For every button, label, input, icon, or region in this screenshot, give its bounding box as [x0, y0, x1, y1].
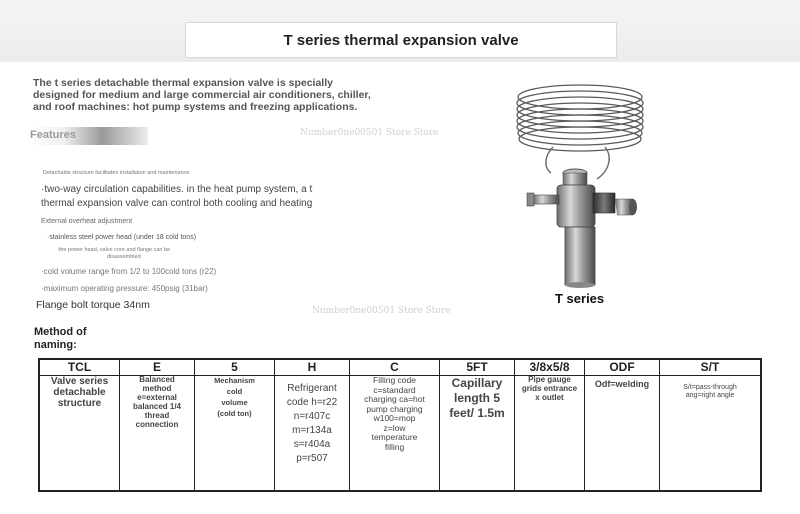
description-line: S/t=pass-through	[683, 384, 737, 391]
method-of-naming-label: Method of naming:	[34, 326, 87, 351]
capillary-coil	[517, 85, 643, 151]
code-description	[515, 376, 585, 490]
code-description	[350, 376, 440, 490]
description-line: pump charging	[366, 403, 423, 414]
code-description	[660, 376, 760, 490]
code-header: H	[275, 360, 350, 375]
code-header: 5FT	[440, 360, 515, 375]
naming-description-row	[40, 376, 760, 490]
valve-product-image	[505, 75, 655, 290]
intro-text	[33, 77, 433, 113]
description-line: temperature	[371, 432, 418, 443]
description-line: Mechanism	[214, 376, 255, 385]
description-line: method	[142, 383, 172, 393]
description-line: code h=r22	[286, 397, 338, 408]
description-line: z=low	[383, 422, 406, 433]
description-line: p=r507	[296, 453, 328, 464]
code-header: TCL	[40, 360, 120, 375]
feature-flange-torque: Flange bolt torque 34nm	[36, 299, 150, 311]
code-header: E	[120, 360, 195, 375]
code-header: C	[350, 360, 440, 375]
description-line: filling	[384, 441, 405, 452]
description-line: Filling code	[373, 376, 416, 385]
description-line: ang=right angle	[685, 391, 735, 399]
description-line: length 5	[453, 391, 500, 405]
feature-two-way-line2: thermal expansion valve can control both cooling and heating	[41, 198, 313, 209]
code-header: S/T	[700, 360, 720, 374]
code-header: 5	[195, 360, 275, 375]
feature-detachable: Detachable structure facilitates installation and maintenance	[43, 170, 190, 176]
description-line: feet/ 1.5m	[449, 406, 505, 420]
page-title: T series thermal expansion valve	[185, 22, 617, 58]
description-line: Capillary	[451, 376, 503, 390]
feature-disassembly-line1: ·the power head, valve core and flange can be	[57, 247, 171, 253]
description-line: thread	[144, 410, 170, 420]
description-line: cold	[226, 386, 243, 396]
description-line: Valve series	[50, 376, 109, 387]
code-header: 3/8x5/8	[515, 360, 585, 375]
watermark: Number0ne00501 Store Store	[300, 128, 439, 138]
intro-line: and roof machines: hot pump systems and freezing applications.	[33, 101, 358, 113]
feature-power-head: ·stainless steel power head (under 18 cold tons)	[47, 234, 197, 241]
description-line: Refrigerant	[287, 383, 337, 394]
features-label: Features	[30, 129, 76, 141]
description-line: charging ca=hot	[364, 394, 425, 405]
description-line: c=standard	[373, 384, 416, 395]
code-header: ODF	[585, 360, 660, 375]
code-description	[275, 376, 350, 490]
intro-line: designed for medium and large commercial air conditioners, chiller,	[33, 89, 371, 101]
description-line: m=r134a	[292, 425, 332, 436]
description-line: detachable	[53, 387, 106, 399]
feature-max-pressure: ·maximum operating pressure: 450psig (31bar)	[41, 284, 208, 293]
code-description	[585, 376, 660, 490]
feature-cold-volume: ·cold volume range from 1/2 to 100cold tons (r22)	[41, 267, 217, 276]
description-line: volume	[221, 397, 248, 407]
product-caption: T series	[555, 291, 605, 306]
description-line: Odf=welding	[594, 379, 650, 389]
description-line: x outlet	[535, 392, 564, 402]
watermark: Number0ne00501 Store Store	[312, 306, 451, 316]
intro-line: The t series detachable thermal expansion valve is specially	[33, 77, 333, 89]
code-description	[195, 376, 275, 490]
description-line: s=r404a	[293, 439, 331, 450]
code-description	[120, 376, 195, 490]
description-line: (cold ton)	[217, 408, 252, 418]
description-line: Pipe gauge	[528, 376, 571, 384]
description-line: n=r407c	[293, 411, 331, 422]
naming-code-table	[38, 358, 762, 492]
description-line: structure	[57, 398, 102, 410]
description-line: w100=mop	[373, 413, 416, 424]
naming-header-row	[40, 360, 760, 376]
feature-two-way-line1: ·two-way circulation capabilities. in the heat pump system, a t	[41, 184, 313, 195]
feature-disassembly-line2: disassembled	[107, 254, 141, 260]
description-line: balanced 1/4	[132, 401, 182, 411]
feature-overheat: External overheat adjustment	[41, 218, 133, 225]
code-description	[40, 376, 120, 490]
features-heading	[28, 127, 448, 145]
description-line: grids entrance	[521, 383, 578, 393]
description-line: Balanced	[139, 376, 175, 384]
code-description	[440, 376, 515, 490]
description-line: e=external	[137, 392, 177, 402]
description-line: connection	[135, 419, 179, 429]
